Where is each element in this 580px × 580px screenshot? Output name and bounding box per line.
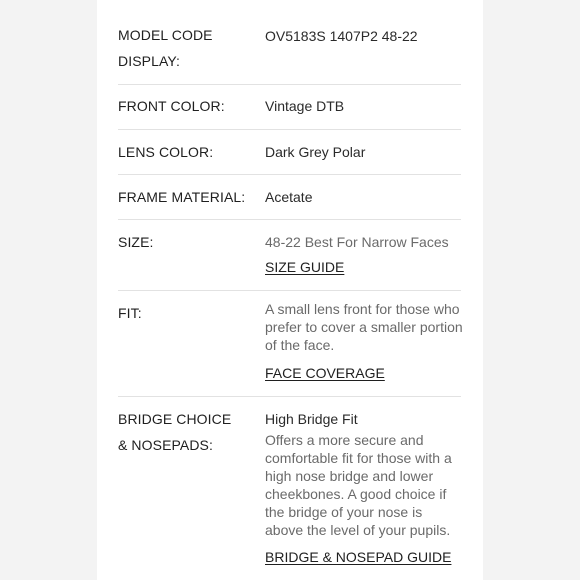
divider — [118, 219, 461, 220]
frame-material-value: Acetate — [265, 189, 313, 205]
fit-label: FIT: — [118, 305, 142, 321]
front-color-value: Vintage DTB — [265, 98, 345, 114]
face-coverage-link[interactable]: FACE COVERAGE — [265, 365, 385, 381]
divider — [118, 84, 461, 85]
bridge-fit-description: Offers a more secure and comfortable fit for those with a high nose bridge and lower cheekbones. A good choice if the bridge of your nose is above the level of your pupils. — [265, 432, 452, 538]
divider — [118, 129, 461, 130]
size-value: 48-22 Best For Narrow Faces — [265, 234, 449, 250]
lens-color-label: LENS COLOR: — [118, 144, 214, 160]
product-specs-panel — [97, 0, 483, 580]
fit-value: A small lens front for those who prefer to cover a smaller portion of the face. — [265, 301, 463, 353]
front-color-label: FRONT COLOR: — [118, 98, 225, 114]
model-code-label: MODEL CODE DISPLAY: — [118, 27, 213, 69]
model-code-value: OV5183S 1407P2 48-22 — [265, 28, 418, 44]
size-guide-link[interactable]: SIZE GUIDE — [265, 259, 345, 275]
divider — [118, 396, 461, 397]
bridge-choice-label: BRIDGE CHOICE & NOSEPADS: — [118, 411, 232, 453]
divider — [118, 174, 461, 175]
bridge-fit-title: High Bridge Fit — [265, 411, 358, 427]
divider — [118, 290, 461, 291]
size-label: SIZE: — [118, 234, 154, 250]
bridge-nosepad-guide-link[interactable]: BRIDGE & NOSEPAD GUIDE — [265, 549, 452, 565]
lens-color-value: Dark Grey Polar — [265, 144, 366, 160]
frame-material-label: FRAME MATERIAL: — [118, 189, 246, 205]
